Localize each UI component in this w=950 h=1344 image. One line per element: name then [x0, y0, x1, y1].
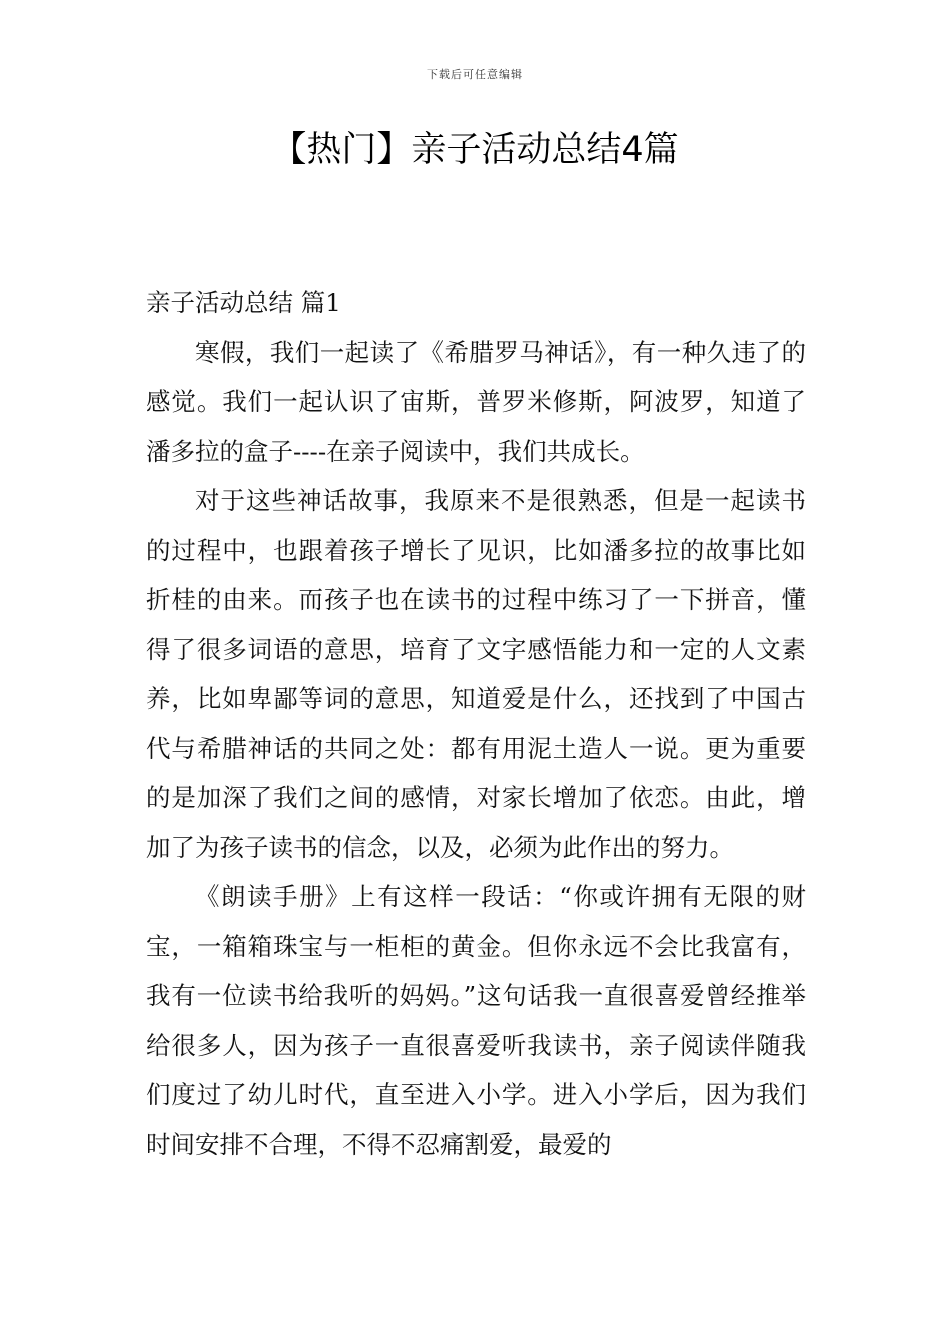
- page-header-note: 下载后可任意编辑: [427, 68, 523, 81]
- paragraph-1: 寒假，我们一起读了《希腊罗马神话》，有一种久违了的感觉。我们一起认识了宙斯，普罗米修斯，阿波罗，知道了潘多拉的盒子----在亲子阅读中，我们共成长。: [146, 337, 806, 466]
- document-body: [146, 278, 806, 1169]
- paragraph-3: 《朗读手册》上有这样一段话：“你或许拥有无限的财宝，一箱箱珠宝与一柜柜的黄金。但你永远不会比我富有，我有一位读书给我听的妈妈。”这句话我一直很喜爱曾经推举给很多人，因为孩子一直很喜爱听我读书，亲子阅读伴随我们度过了幼儿时代，直至进入小学。进入小学后，因为我们时间安排不合理，不得不忍痛割爱，最爱的: [146, 882, 806, 1159]
- section-heading: 亲子活动总结 篇1: [146, 288, 341, 317]
- paragraph-2: 对于这些神话故事，我原来不是很熟悉，但是一起读书的过程中，也跟着孩子增长了见识，比如潘多拉的故事比如折桂的由来。而孩子也在读书的过程中练习了一下拼音，懂得了很多词语的意思，培育了文字感悟能力和一定的人文素养，比如卑鄙等词的意思，知道爱是什么，还找到了中国古代与希腊神话的共同之处：都有用泥土造人一说。更为重要的是加深了我们之间的感情，对家长增加了依恋。由此，增加了为孩子读书的信念，以及，必须为此作出的努力。: [146, 486, 806, 862]
- document-title: 【热门】亲子活动总结4篇: [271, 130, 679, 170]
